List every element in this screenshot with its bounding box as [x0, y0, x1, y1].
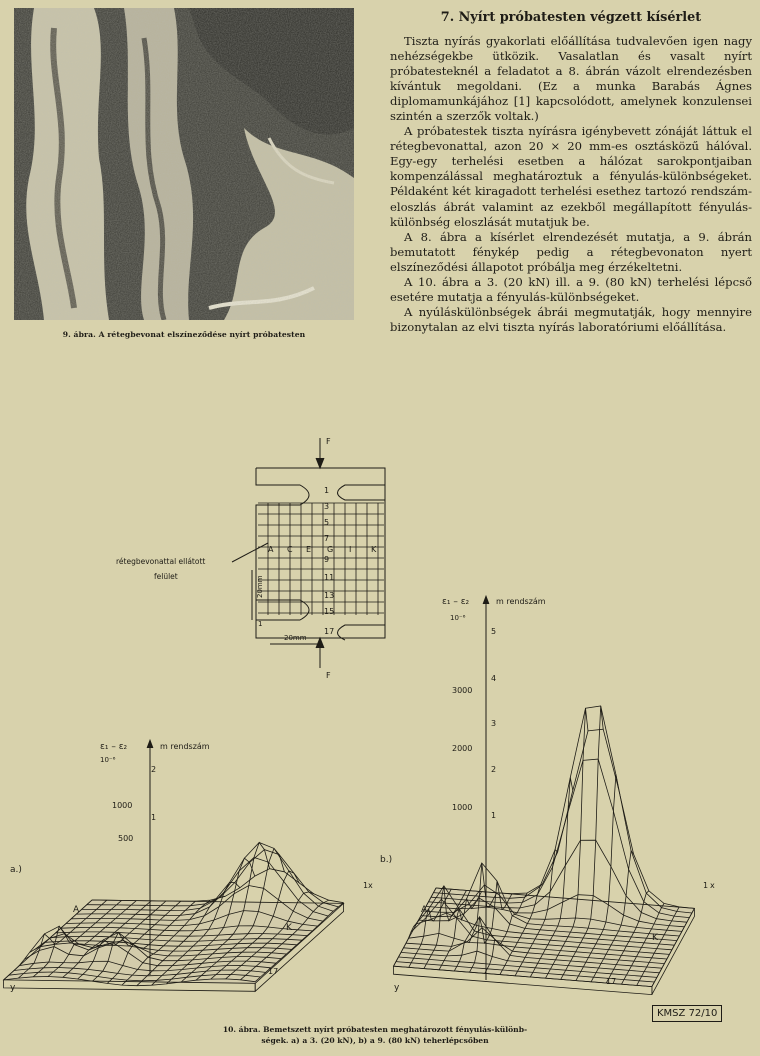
- plot-a-eps-axis: ε₁ – ε₂: [100, 742, 128, 752]
- small-row-label: 1: [258, 620, 263, 628]
- plot-b-eps-axis: ε₁ – ε₂: [442, 597, 470, 607]
- paragraph: A 10. ábra a 3. (20 kN) ill. a 9. (80 kN) terhelési lépcső esetére mutatja a fényulás-különbségeket.: [390, 274, 752, 304]
- row-label: 17: [324, 627, 335, 636]
- plot-a-tick: 500: [118, 834, 134, 843]
- dimension-vertical: 20mm: [256, 575, 264, 598]
- col-label: E: [306, 545, 312, 554]
- figure-10-caption: [140, 1024, 610, 1046]
- plot-b-label-y: y: [394, 983, 400, 993]
- force-bottom-label: F: [326, 671, 331, 680]
- row-label: 3: [324, 502, 330, 511]
- plot-a-tick: 1000: [112, 801, 133, 810]
- axis-arrow: [147, 740, 153, 748]
- plot-b-tick: 5: [491, 627, 497, 636]
- plot-b-label-x: x: [710, 881, 715, 890]
- plot-a-exponent: 10⁻⁶: [100, 756, 116, 764]
- plot-b-panel-label: b.): [380, 855, 393, 865]
- col-label: G: [327, 545, 334, 554]
- plot-b-tick: 2000: [452, 744, 473, 753]
- plot-a-label-y: y: [10, 983, 16, 993]
- row-label: 5: [324, 518, 330, 527]
- plot-a-m-axis: m rendszám: [160, 742, 210, 751]
- row-label: 1: [324, 486, 330, 495]
- plot-b-label-1: 1: [703, 881, 709, 890]
- axis-arrow: [483, 596, 489, 604]
- plot-b-tick: 2: [491, 765, 497, 774]
- paragraph: A nyúláskülönbségek ábrái megmutatják, hogy mennyire bizonytalan az elvi tiszta nyírás laboratóriumi előállítása.: [390, 304, 752, 334]
- figure-10-caption-line: 10. ábra. Bemetszett nyírt próbatesten meghatározott fényulás-különb-: [222, 1025, 528, 1034]
- plot-b-tick: 4: [491, 674, 497, 683]
- col-label: A: [268, 545, 274, 554]
- figure-10-caption-line: ségek. a) a 3. (20 kN), b) a 9. (80 kN) teherlépcsőben: [261, 1036, 489, 1045]
- col-label: C: [287, 545, 293, 554]
- plot-a-tick: 2: [151, 765, 157, 774]
- row-label: 7: [324, 534, 330, 543]
- row-label: 9: [324, 555, 330, 564]
- plot-a-label-1: 1: [363, 881, 369, 890]
- row-label: 15: [324, 607, 335, 616]
- force-top-label: F: [326, 437, 331, 446]
- plot-b-m-axis: m rendszám: [496, 597, 546, 606]
- plot-b-tick: 1000: [452, 803, 473, 812]
- col-label: K: [371, 545, 377, 554]
- plot-b-tick: 3: [491, 719, 497, 728]
- plot-b-label-A: A: [421, 905, 428, 915]
- dimension-horizontal: 20mm: [284, 634, 307, 642]
- plot-a-label-17: 17: [268, 967, 279, 976]
- plot-a: [4, 740, 373, 993]
- plot-b-tick: 1: [491, 811, 497, 820]
- plot-b-label-K: K: [652, 933, 658, 943]
- paragraph: A próbatestek tiszta nyírásra igénybevett zónáját láttuk el rétegbevonattal, azon 20 × 20 mm-es osztásközű hálóval. Egy-egy terhelési esetben a hálózat sarokpontjaiban kompenzálással meghatároztuk a fényulás-különbségeket. Példaként két kiragadott terhelési esethez tartozó rendszám-eloszlás ábrát valamint az ezekből megállapított fényulás-különbség eloszlását mutatjuk be.: [390, 124, 752, 229]
- col-label: I: [349, 545, 352, 554]
- plot-b-tick: 3000: [452, 686, 473, 695]
- plot-b: [380, 596, 715, 995]
- coating-label: rétegbevonattal ellátott: [116, 557, 206, 566]
- plot-a-panel-label: a.): [10, 865, 22, 875]
- plot-a-tick: 1: [151, 813, 157, 822]
- plot-b-label-17: 17: [606, 977, 617, 986]
- surface-line: [436, 729, 694, 908]
- plot-b-exponent: 10⁻⁶: [450, 614, 466, 622]
- plot-a-label-x: x: [368, 881, 373, 890]
- paragraph: A 8. ábra a kísérlet elrendezését mutatja, a 9. ábrán bemutatott fénykép pedig a rétegbevonaton nyert elszíneződési állapotot próbálja meg érzékeltetni.: [390, 229, 752, 274]
- coating-label: felület: [154, 572, 178, 581]
- coating-grid: [258, 503, 384, 615]
- figure-code: KMSZ 72/10: [652, 1005, 722, 1022]
- plot-a-label-A: A: [73, 905, 80, 915]
- plot-a-label-K: K: [286, 923, 292, 933]
- surface-line: [87, 850, 339, 907]
- section-title: 7. Nyírt próbatesten végzett kísérlet: [440, 10, 702, 25]
- photo-caption: 9. ábra. A rétegbevonat elszíneződése nyírt próbatesten: [62, 330, 306, 339]
- paragraph: Tiszta nyírás gyakorlati előállítása tudvalevően igen nagy nehézségekbe ütközik. Vasalatlan és vasalt nyírt próbatesteknél a feladatot a 8. ábrán vázolt elrendezésben kívántuk megoldani. (Ez a munka Barabás Ágnes diplomamunkájához [1] kapcsolódott, amelynek konzulensei szintén a szerzők voltak.): [390, 34, 752, 124]
- row-label: 13: [324, 591, 335, 600]
- surface-line: [92, 869, 344, 903]
- row-label: 11: [324, 573, 335, 582]
